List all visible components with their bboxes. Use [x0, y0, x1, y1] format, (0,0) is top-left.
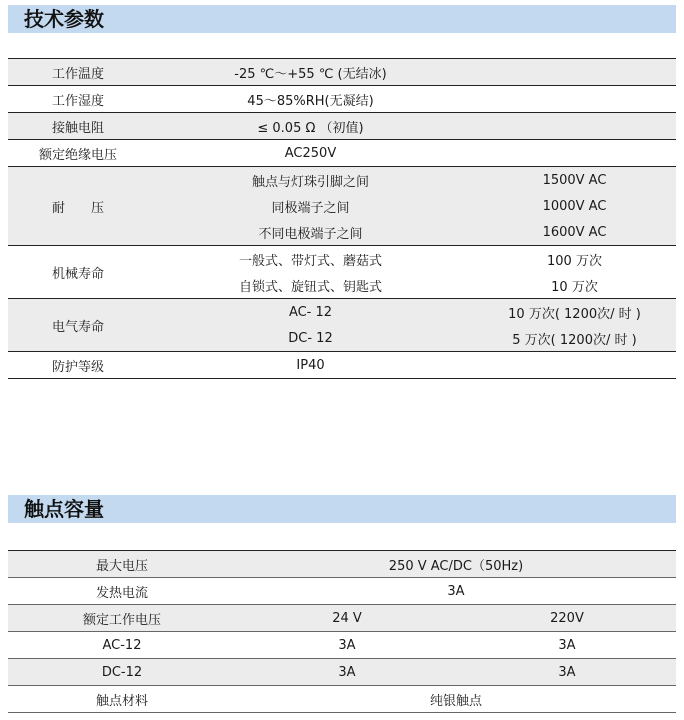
row-label: 防护等级 — [8, 352, 148, 379]
row-value: 纯银触点 — [236, 686, 676, 713]
row-value: 1500V AC — [473, 167, 676, 194]
row-value: 3A — [236, 632, 458, 659]
row-value: 3A — [458, 632, 676, 659]
row-value: 3A — [458, 659, 676, 686]
table-row — [8, 140, 676, 167]
row-value: 45～85%RH(无凝结) — [148, 86, 473, 113]
row-value: 220V — [458, 605, 676, 632]
row-value: IP40 — [148, 352, 473, 379]
row-label: 发热电流 — [8, 578, 236, 605]
row-value: 24 V — [236, 605, 458, 632]
row-value: -25 ℃～+55 ℃ (无结冰) — [148, 59, 473, 86]
row-value: 3A — [236, 659, 458, 686]
contact-capacity-table — [8, 550, 676, 713]
row-label: AC-12 — [8, 632, 236, 659]
row-label: 工作湿度 — [8, 86, 148, 113]
table-row — [8, 113, 676, 140]
table-row — [8, 299, 676, 326]
row-label: 额定工作电压 — [8, 605, 236, 632]
row-value: 10 万次 — [551, 279, 598, 295]
row-value: 1600V AC — [542, 224, 607, 240]
table-row — [8, 352, 676, 379]
table-row — [8, 605, 676, 632]
row-value: 1000V AC — [542, 198, 607, 214]
row-label: 耐 压 — [8, 167, 148, 246]
row-value: 5 万次( 1200次/ 时 ) — [512, 332, 637, 348]
row-value: ≤ 0.05 Ω （初值) — [148, 113, 473, 140]
row-value: AC250V — [148, 140, 473, 167]
row-desc: AC- 12 — [148, 299, 473, 326]
row-label: 机械寿命 — [8, 246, 148, 299]
row-desc: DC- 12 — [288, 330, 333, 346]
row-label: 额定绝缘电压 — [8, 140, 148, 167]
row-value: 250 V AC/DC（50Hz) — [236, 551, 676, 578]
table-row — [8, 632, 676, 659]
table-row — [8, 167, 676, 194]
row-desc: 同极端子之间 — [271, 200, 350, 216]
table-row — [8, 659, 676, 686]
row-desc: 不同电极端子之间 — [258, 226, 363, 242]
table-row — [8, 578, 676, 605]
row-label: 接触电阻 — [8, 113, 148, 140]
section-title-contact-capacity: 触点容量 — [8, 495, 676, 523]
section-title-tech-params: 技术参数 — [8, 5, 676, 33]
row-value: 10 万次( 1200次/ 时 ) — [473, 299, 676, 326]
row-label: 最大电压 — [8, 551, 236, 578]
row-label: 触点材料 — [8, 686, 236, 713]
row-label: 工作温度 — [8, 59, 148, 86]
table-row — [8, 59, 676, 86]
row-desc: 一般式、带灯式、蘑菇式 — [148, 246, 473, 273]
table-row — [8, 86, 676, 113]
row-label: DC-12 — [8, 659, 236, 686]
table-row — [8, 246, 676, 273]
row-desc: 自锁式、旋钮式、钥匙式 — [238, 279, 382, 295]
tech-params-table — [8, 58, 676, 379]
row-value: 3A — [236, 578, 676, 605]
table-row — [8, 686, 676, 713]
table-row — [8, 551, 676, 578]
row-label: 电气寿命 — [8, 299, 148, 352]
row-value: 100 万次 — [473, 246, 676, 273]
row-desc: 触点与灯珠引脚之间 — [148, 167, 473, 194]
